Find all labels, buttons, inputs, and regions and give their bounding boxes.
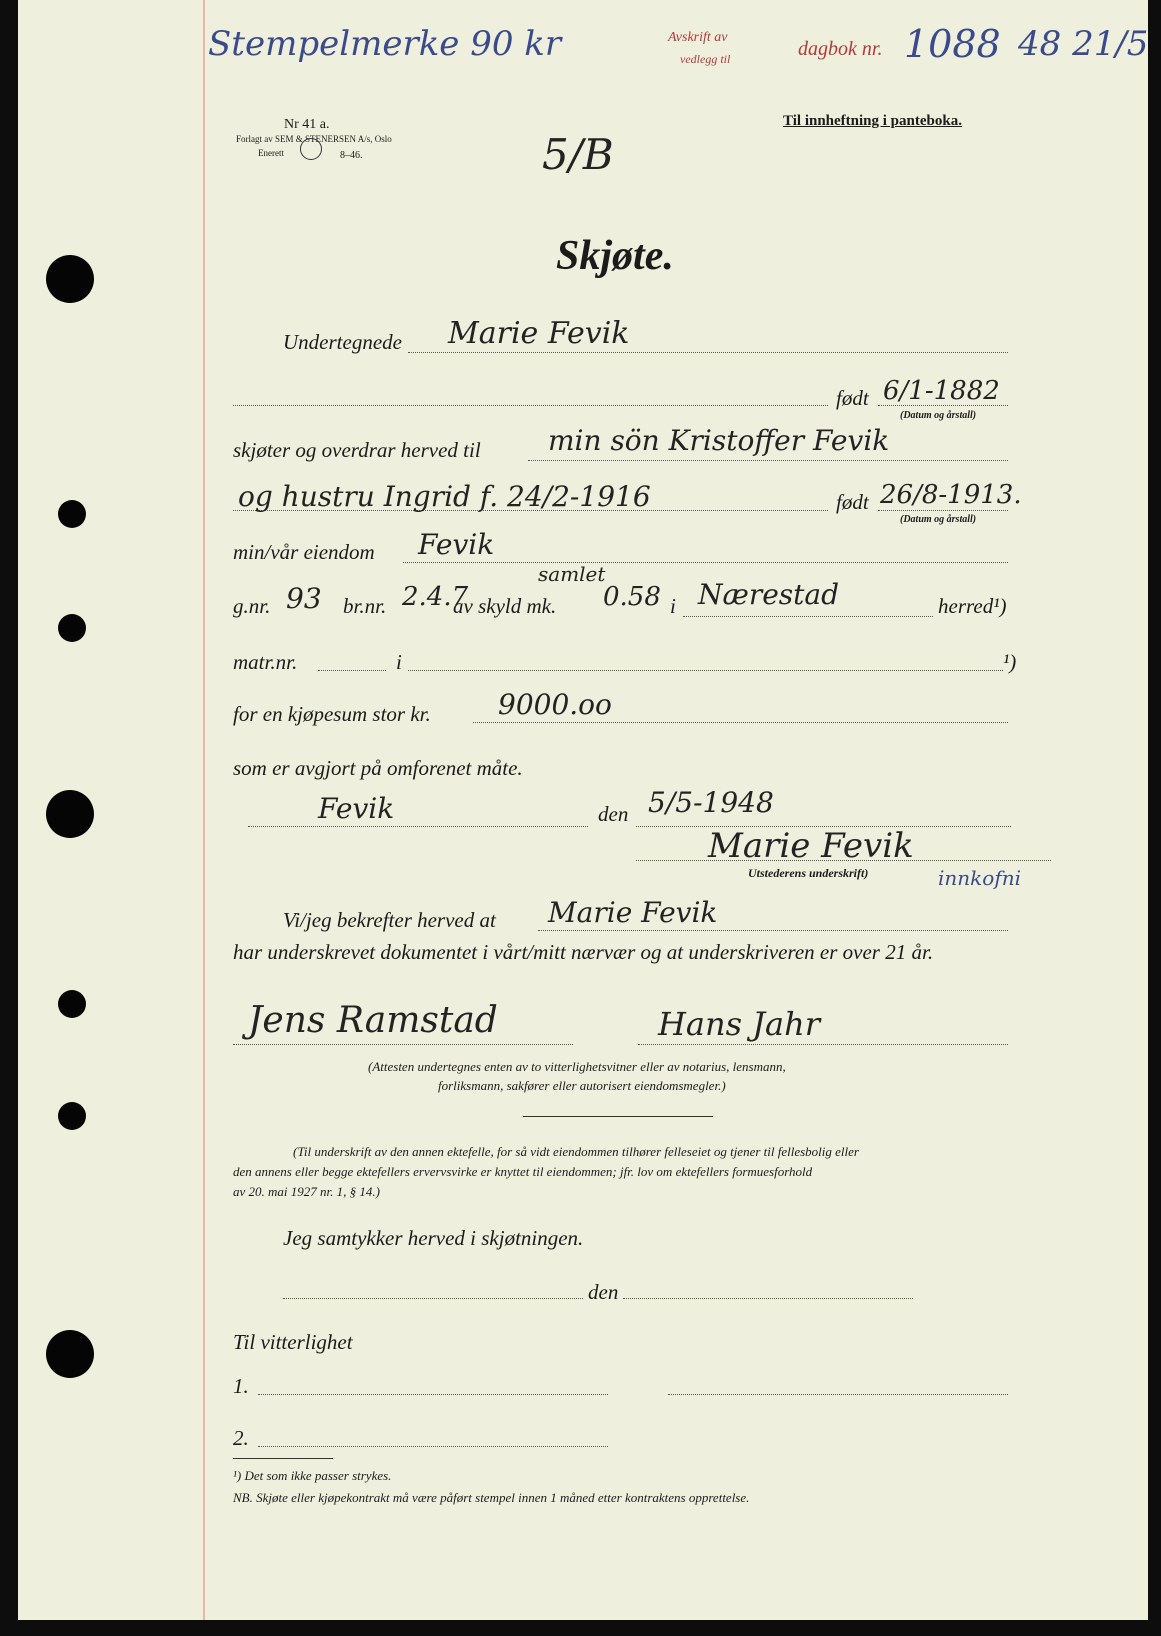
punch-hole (58, 614, 86, 642)
fodt-prefix-line (233, 405, 828, 406)
consent-line-2 (623, 1298, 913, 1299)
matr-i: i (396, 650, 402, 674)
skjoter-value: min sön Kristoffer Fevik (548, 424, 890, 457)
samlet-note: samlet (538, 562, 606, 586)
publisher: Forlagt av SEM & STENERSEN A/s, Oslo (236, 134, 392, 144)
brnr-value: 2.4.7 (402, 582, 469, 612)
punch-hole (46, 790, 94, 838)
avskrift-label: Avskrift av (668, 30, 728, 45)
matr-line-2 (408, 670, 1003, 671)
consent-text: Jeg samtykker herved i skjøtningen. (283, 1226, 584, 1250)
dagbok-label: dagbok nr. (798, 38, 883, 60)
witness-1: Jens Ramstad (248, 1000, 498, 1041)
gnr-value: 93 (286, 582, 322, 615)
skyld-value: 0.58 (603, 582, 661, 612)
avgjort-text: som er avgjort på omforenet måte. (233, 756, 523, 780)
vitterlighet-line-2a (258, 1446, 608, 1447)
signing-den: den (598, 802, 629, 826)
line2-value: og hustru Ingrid f. 24/2-1916 (238, 480, 651, 513)
margin-note: 5/B (542, 130, 614, 179)
separator (523, 1116, 713, 1117)
consent-line-1 (283, 1298, 583, 1299)
footnote-rule (233, 1458, 333, 1459)
signature-extra: innkofni (938, 866, 1021, 890)
witness-line-1 (233, 1044, 573, 1045)
undertegnede-value: Marie Fevik (448, 316, 630, 351)
form-number: Nr 41 a. (284, 117, 330, 132)
stamp-note: Stempelmerke 90 kr (208, 24, 562, 64)
punch-hole (58, 990, 86, 1018)
vitterlighet-2: 2. (233, 1426, 249, 1450)
skyld-i-label: i (670, 594, 676, 618)
enerett: Enerett (258, 148, 284, 158)
vitterlighet-line-1a (258, 1394, 608, 1395)
signing-place: Fevik (318, 792, 395, 825)
skjoter-label: skjøter og overdrar herved til (233, 438, 481, 462)
herred-label: herred¹) (938, 594, 1007, 618)
signature-line (636, 860, 1051, 861)
herred-line (683, 616, 933, 617)
vitterlighet-line-1b (668, 1394, 1008, 1395)
vitterlighet-1: 1. (233, 1374, 249, 1398)
fodt2-value: 26/8-1913. (880, 480, 1022, 510)
consent-den: den (588, 1280, 619, 1304)
fodt-label: født (836, 386, 869, 410)
punch-hole (46, 255, 94, 303)
eiendom-label: min/vår eiendom (233, 540, 375, 564)
year-date: 48 21/5 (1018, 24, 1148, 64)
datum-hint: (Datum og årstall) (900, 410, 977, 421)
kjopesum-label: for en kjøpesum stor kr. (233, 702, 431, 726)
spouse-note-1: (Til underskrift av den annen ektefelle, for så vidt eiendommen tilhører felleseiet og tjener til fellesbolig eller (293, 1144, 859, 1159)
signature-note: Utstederens underskrift) (748, 866, 869, 880)
witness-line-2 (638, 1044, 1008, 1045)
vedlegg-label: vedlegg til (680, 52, 731, 66)
footnote-1: ¹) Det som ikke passer strykes. (233, 1468, 392, 1483)
signing-date: 5/5-1948 (648, 786, 774, 819)
eiendom-value: Fevik (418, 528, 495, 561)
herred-value: Nærestad (698, 578, 840, 611)
spouse-note-2: den annens eller begge ektefellers ervervsvirke er knyttet til eiendommen; jfr. lov om ektefellers formuesforhold (233, 1164, 813, 1179)
attest-prefix: Vi/jeg bekrefter herved at (283, 908, 496, 932)
punch-hole (58, 1102, 86, 1130)
fodt2-label: født (836, 490, 869, 514)
matr-end: ¹) (1003, 650, 1017, 674)
fodt2-line (878, 510, 1008, 511)
filing-note: Til innheftning i panteboka. (783, 113, 962, 129)
matr-label: matr.nr. (233, 650, 298, 674)
place-line (248, 826, 588, 827)
fodt-value: 6/1-1882 (883, 376, 1000, 406)
gnr-label: g.nr. (233, 594, 271, 618)
undertegnede-line (408, 352, 1008, 353)
document-page (18, 0, 1148, 1620)
datum-hint-2: (Datum og årstall) (900, 514, 977, 525)
attest-line (538, 930, 1008, 931)
punch-hole (58, 500, 86, 528)
attest-name: Marie Fevik (548, 896, 718, 929)
spouse-note-3: av 20. mai 1927 nr. 1, § 14.) (233, 1184, 380, 1199)
skyld-label: av skyld mk. (453, 594, 557, 618)
kjopesum-value: 9000.oo (498, 688, 612, 721)
eiendom-line (403, 562, 1008, 563)
skjoter-line (528, 460, 1008, 461)
publisher-logo (300, 138, 322, 160)
fodt-line (878, 405, 1008, 406)
undertegnede-label: Undertegnede (283, 330, 402, 354)
attest-line2: har underskrevet dokumentet i vårt/mitt nærvær og at underskriveren er over 21 år. (233, 940, 934, 964)
dagbok-number: 1088 (904, 22, 1001, 66)
punch-hole (46, 1330, 94, 1378)
brnr-label: br.nr. (343, 594, 387, 618)
footnote-2: NB. Skjøte eller kjøpekontrakt må være påført stempel innen 1 måned etter kontraktens opprettelse. (233, 1490, 750, 1505)
attest-note-1: (Attesten undertegnes enten av to vitterlighetsvitner eller av notarius, lensmann, (368, 1059, 786, 1074)
edition: 8–46. (340, 150, 363, 161)
signature: Marie Fevik (708, 826, 914, 866)
attest-note-2: forliksmann, sakfører eller autorisert eiendomsmegler.) (438, 1078, 726, 1093)
witness-2: Hans Jahr (658, 1005, 820, 1043)
margin-line (203, 0, 205, 1620)
page-title: Skjøte. (556, 233, 674, 279)
vitterlighet-label: Til vitterlighet (233, 1330, 353, 1354)
matr-line-1 (318, 670, 386, 671)
kjopesum-line (473, 722, 1008, 723)
